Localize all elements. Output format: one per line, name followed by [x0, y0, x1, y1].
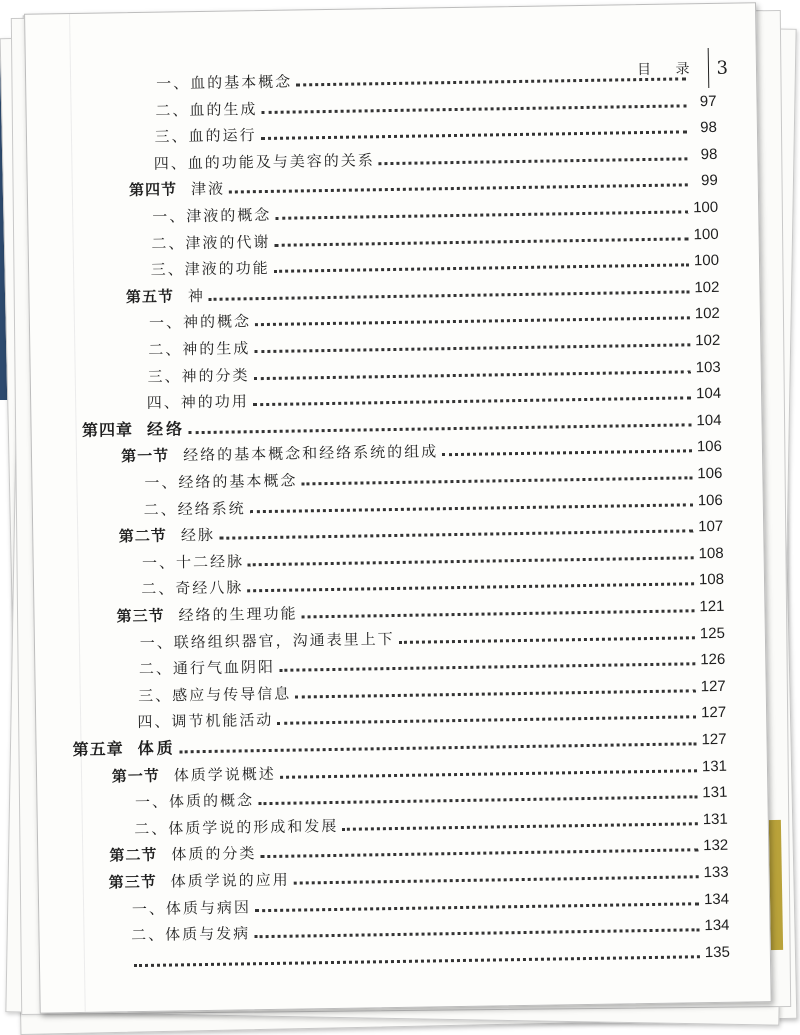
toc-label: 二、通行气血阴阳 [139, 656, 275, 680]
leader-dots [342, 810, 698, 831]
header-title: 目 录 [637, 58, 700, 79]
chapter-number: 第五章 [72, 739, 123, 759]
section-number: 第四节 [129, 181, 177, 200]
toc-label: 四、神的功用 [147, 390, 249, 414]
section-title: 体质学说概述 [174, 764, 276, 784]
toc-page-number: 99 [692, 170, 718, 192]
toc-page-number: 127 [700, 702, 726, 724]
leader-dots [258, 783, 698, 805]
toc-label: 二、体质与发病 [131, 923, 250, 947]
toc-label [112, 762, 276, 787]
section-number: 第二节 [109, 846, 157, 865]
toc-label: 一、津液的概念 [152, 204, 271, 228]
section-number: 第三节 [116, 607, 164, 626]
leader-dots [134, 943, 700, 967]
toc-label: 一、体质的概念 [135, 789, 254, 813]
toc-page-number: 100 [693, 250, 719, 272]
toc-label: 三、血的运行 [154, 124, 256, 148]
leader-dots [249, 491, 692, 513]
leader-dots [301, 597, 694, 618]
leader-dots [280, 757, 697, 779]
toc-label: 一、联络组织器官，沟通表里上下 [140, 628, 395, 654]
toc-page-number: 100 [692, 197, 718, 219]
section-number: 第二节 [119, 527, 167, 546]
toc-label: 三、津液的功能 [151, 257, 270, 281]
toc-label: 一、神的概念 [149, 311, 251, 335]
section-title: 体质学说的应用 [171, 871, 290, 891]
section-number: 第一节 [121, 447, 169, 466]
toc-label [116, 603, 297, 628]
toc-page-number: 131 [702, 809, 728, 831]
toc-page-number: 102 [694, 330, 720, 352]
toc-label: 三、感应与传导信息 [138, 682, 291, 706]
chapter-title: 经络 [147, 419, 185, 439]
toc-label [119, 524, 215, 548]
toc-label [109, 869, 290, 894]
leader-dots [229, 172, 688, 194]
toc-page-number: 127 [700, 676, 726, 698]
leader-dots [253, 385, 692, 407]
toc-label [82, 418, 185, 442]
leader-dots [189, 411, 692, 434]
leader-dots [254, 331, 690, 353]
leader-dots [247, 571, 694, 593]
toc-label [129, 178, 225, 202]
toc-page-number: 132 [702, 835, 728, 857]
leader-dots [260, 837, 698, 859]
toc-label [126, 285, 205, 308]
leader-dots [274, 252, 690, 274]
toc-page-number: 131 [701, 755, 727, 777]
toc-page-number: 134 [703, 915, 729, 937]
toc-page-number: 125 [699, 622, 725, 644]
section-number: 第三节 [109, 873, 157, 892]
leader-dots [379, 145, 688, 165]
leader-dots [275, 198, 688, 219]
toc-page-number: 133 [702, 862, 728, 884]
toc-page-number: 104 [695, 383, 721, 405]
chapter-title: 体质 [137, 738, 175, 758]
section-title: 经脉 [181, 526, 215, 545]
toc-page-number: 104 [695, 410, 721, 432]
leader-dots [260, 119, 687, 141]
section-title: 经络的生理功能 [178, 605, 297, 625]
toc-page-number: 97 [690, 90, 716, 112]
leader-dots [253, 358, 690, 380]
toc-page-number: 100 [692, 223, 718, 245]
leader-dots [209, 278, 690, 301]
leader-dots [399, 624, 695, 644]
toc-label [72, 737, 175, 761]
toc-page-number: 127 [700, 729, 726, 751]
leader-dots [261, 92, 686, 114]
section-title: 经络的基本概念和经络系统的组成 [183, 443, 438, 465]
toc-page-number: 107 [697, 516, 723, 538]
leader-dots [442, 438, 692, 457]
toc-page-number: 102 [694, 303, 720, 325]
toc-label: 二、神的生成 [148, 337, 250, 361]
header-page-number: 3 [716, 57, 728, 78]
leader-dots [248, 544, 694, 566]
toc-page-number: 108 [697, 543, 723, 565]
leader-dots [274, 225, 688, 247]
toc-label: 一、经络的基本概念 [144, 470, 297, 494]
toc-label: 二、经络系统 [143, 497, 245, 521]
toc-page-number: 134 [703, 888, 729, 910]
leader-dots [277, 704, 696, 726]
toc-label: 二、津液的代谢 [151, 231, 270, 255]
toc-page-number: 121 [698, 596, 724, 618]
page-gutter-line [69, 14, 86, 1012]
toc-label: 一、体质与病因 [132, 896, 251, 920]
leader-dots [255, 890, 699, 912]
toc-page-number: 102 [693, 277, 719, 299]
toc-page-number: 135 [704, 942, 730, 964]
toc-page [24, 2, 772, 1013]
section-title: 体质的分类 [171, 845, 256, 864]
leader-dots [255, 305, 690, 327]
section-number: 第一节 [112, 766, 160, 785]
section-title: 津液 [191, 180, 225, 199]
toc-label: 一、十二经脉 [142, 550, 244, 574]
toc-label [109, 843, 256, 867]
leader-dots [295, 677, 696, 698]
table-of-contents [26, 60, 716, 71]
toc-label: 一、血的基本概念 [156, 71, 292, 95]
toc-page-number: 103 [695, 356, 721, 378]
toc-label: 二、奇经八脉 [141, 577, 243, 601]
toc-page-number: 108 [698, 569, 724, 591]
toc-page-number: 131 [701, 782, 727, 804]
toc-label: 四、血的功能及与美容的关系 [154, 149, 375, 174]
toc-page-number: 98 [691, 144, 717, 166]
leader-dots [254, 916, 700, 938]
leader-dots [294, 863, 699, 884]
toc-page-number: 106 [697, 489, 723, 511]
section-number: 第五节 [126, 287, 174, 306]
toc-label: 二、体质学说的形成和发展 [134, 815, 338, 840]
toc-page-number: 106 [696, 463, 722, 485]
section-title: 神 [188, 287, 205, 305]
toc-page-number: 126 [699, 649, 725, 671]
leader-dots [279, 650, 696, 672]
leader-dots [296, 65, 686, 86]
toc-page-number: 98 [691, 117, 717, 139]
toc-label: 二、血的生成 [155, 98, 257, 122]
toc-label: 四、调节机能活动 [137, 709, 273, 733]
leader-dots [219, 517, 694, 539]
toc-label: 三、神的分类 [147, 364, 249, 388]
leader-dots [301, 464, 692, 485]
toc-page-number: 106 [696, 436, 722, 458]
leader-dots [179, 730, 696, 753]
chapter-number: 第四章 [82, 420, 133, 440]
